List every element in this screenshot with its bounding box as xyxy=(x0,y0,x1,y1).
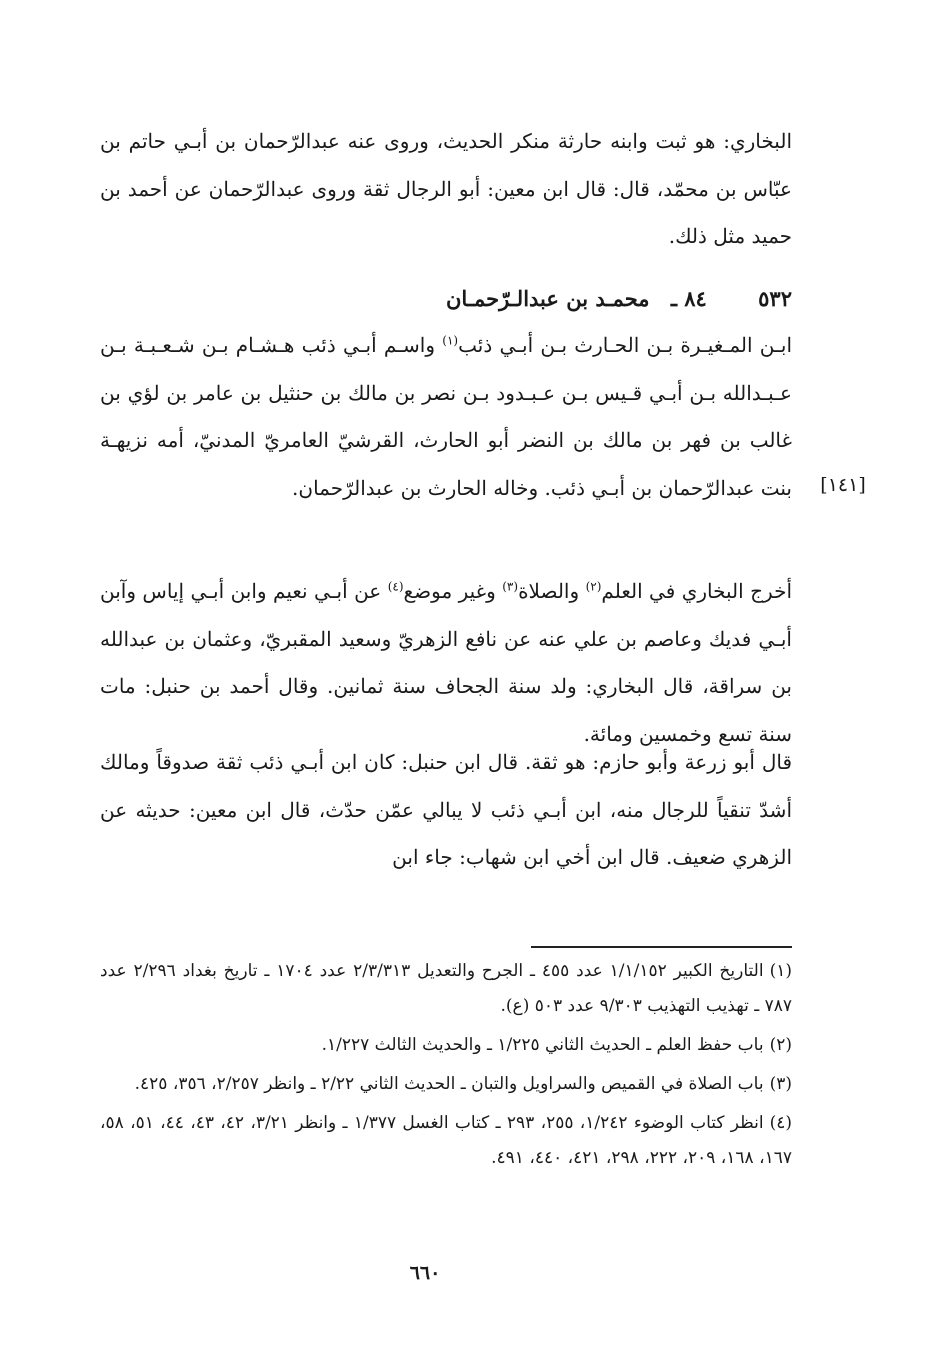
footnote-text: انظر كتاب الوضوء ١/٢٤٢، ٢٥٥، ٢٩٣ ـ كتاب الغسل ١/٣٧٧ ـ وانظر ٣/٢١، ٤٢، ٤٣، ٤٤، ٥١، ٥٨، ١٦٧، ١٦٨، ٢٠٩، ٢٢٢، ٢٩٨، ٤٢١، ٤٤٠، ٤٩١. xyxy=(100,1113,792,1168)
bukhari-paragraph xyxy=(100,568,792,758)
footnote-ref-3: (٣) xyxy=(502,579,519,594)
footnote-divider xyxy=(531,946,792,948)
footnote-mark: (٣) xyxy=(769,1074,792,1094)
opinions-paragraph xyxy=(100,739,792,882)
footnote-text: باب حفظ العلم ـ الحديث الثاني ١/٢٢٥ ـ والحديث الثالث ١/٢٢٧. xyxy=(321,1035,764,1055)
footnotes xyxy=(100,954,792,1180)
entry-heading xyxy=(100,275,792,323)
bukhari-text-part: والصلاة xyxy=(518,579,586,603)
footnote-text: التاريخ الكبير ١/١/١٥٢ عدد ٤٥٥ ـ الجرح والتعديل ٢/٣/٣١٣ عدد ١٧٠٤ ـ تاريخ بغداد ٢/٢٩٦ عدد ٧٨٧ ـ تهذيب التهذيب ٩/٣٠٣ عدد ٥٠٣ (ع). xyxy=(100,961,792,1016)
entry-separator: ـ xyxy=(670,286,677,311)
bukhari-text-part: عن أبـي نعيم وابن أبـي إياس وآبن أبـي فديك وعاصم بن علي عنه عن نافع الزهريّ وسعيد المقبريّ، وعثمان بن عبدالله بن سراقة، قال البخاري: ولد سنة الجحاف سنة ثمانين. وقال أحمد بن حنبل: مات سنة تسع وخمسين ومائة. xyxy=(100,579,792,746)
bukhari-text-part: أخرج البخاري في العلم xyxy=(601,579,793,603)
bio-text-part: واسـم أبـي ذئب هـشـام بـن شـعـبـة بـن عـبـدالله بـن أبـي قـيس بـن عـبـدود بـن نصر بن مالك بن حنثيل بن عامر بن لؤي بن غالب بن فهر بن مالك بن النضر أبو الحارث، القرشيّ العامريّ المدنيّ، أمه نزيهـة بنت عبدالرّحمان بن أبـي ذئب. وخاله الحارث بن عبدالرّحمان. xyxy=(100,333,792,500)
footnote-ref-1: (١) xyxy=(442,333,459,348)
intro-paragraph xyxy=(100,118,792,261)
intro-text: البخاري: هو ثبت وابنه حارثة منكر الحديث، وروى عنه عبدالرّحمان بن أبـي حاتم بن عبّاس بن محمّد، قال: قال ابن معين: أبو الرجال ثقة وروى عبدالرّحمان عن أحمد بن حميد مثل ذلك. xyxy=(100,129,792,248)
entry-name: محمـد بن عبدالـرّحمـان xyxy=(445,286,650,311)
footnote-mark: (٢) xyxy=(769,1035,792,1055)
footnote-4 xyxy=(100,1106,792,1176)
footnote-1 xyxy=(100,954,792,1024)
entry-number: ٥٣٢ xyxy=(758,286,792,311)
bio-text-part: ابـن المـغيـرة بـن الحـارث بـن أبـي ذئب xyxy=(458,333,792,357)
opinions-text: قال أبو زرعة وأبو حازم: هو ثقة. قال ابن حنبل: كان ابن أبـي ذئب ثقة صدوقاً ومالك أشدّ تنقياً للرجال منه، ابن أبـي ذئب لا يبالي عمّن حدّث، قال ابن معين: حديثه عن الزهري ضعيف. قال ابن أخي ابن شهاب: جاء ابن xyxy=(100,750,792,869)
page-number: ٦٦٠ xyxy=(409,1262,441,1284)
footnote-text: باب الصلاة في القميص والسراويل والتبان ـ الحديث الثاني ٢/٢٢ ـ وانظر ٢/٢٥٧، ٣٥٦، ٤٢٥. xyxy=(134,1074,764,1094)
marginal-note: [١٤١] xyxy=(820,474,866,496)
bukhari-text-part: وغير موضع xyxy=(403,579,503,603)
footnote-mark: (١) xyxy=(769,961,792,981)
bio-paragraph xyxy=(100,322,792,512)
entry-sub-number: ٨٤ xyxy=(684,286,707,311)
footnote-mark: (٤) xyxy=(769,1113,792,1133)
bukhari-text xyxy=(100,568,792,758)
footnote-ref-4: (٤) xyxy=(387,579,404,594)
footnote-2 xyxy=(100,1028,792,1063)
footnote-ref-2: (٢) xyxy=(585,579,602,594)
footnote-3 xyxy=(100,1067,792,1102)
bio-text xyxy=(100,322,792,512)
